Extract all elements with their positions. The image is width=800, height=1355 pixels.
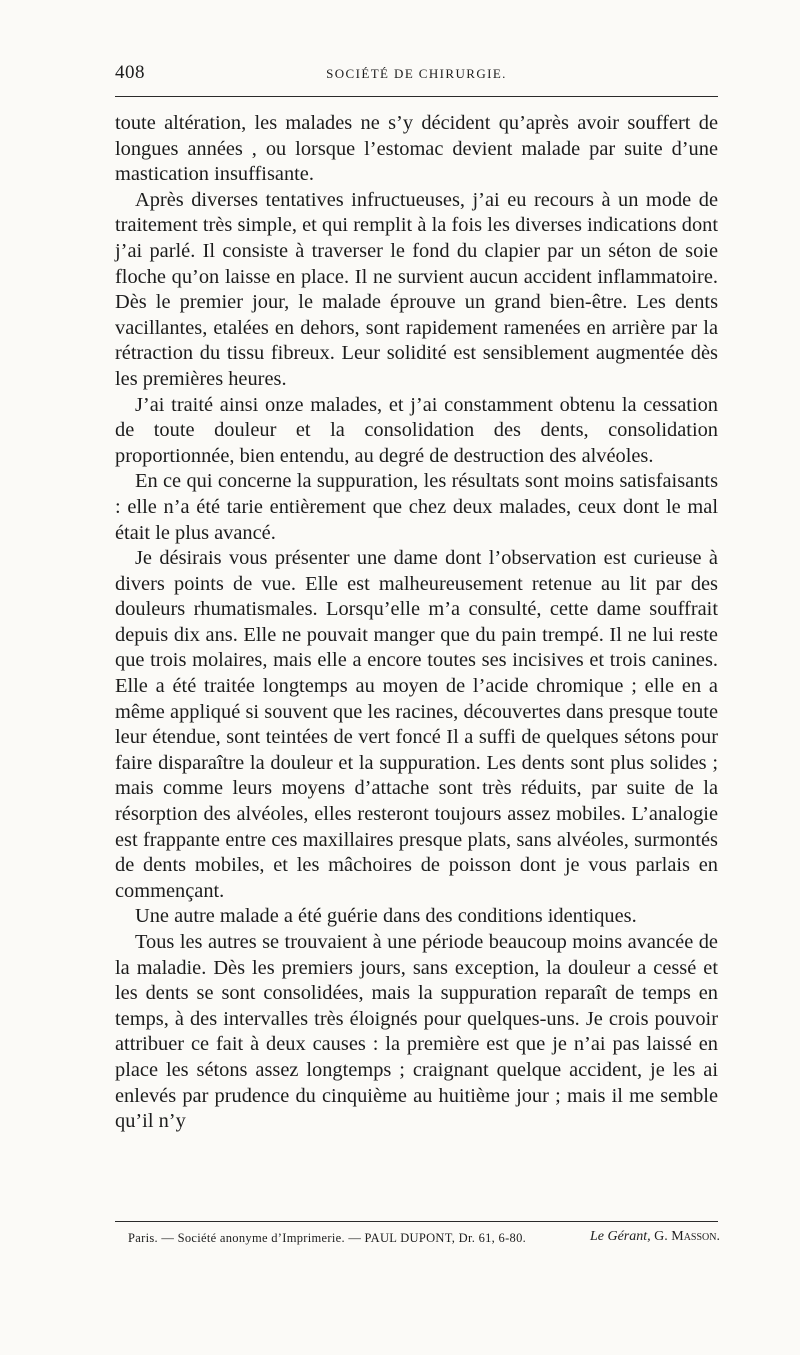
- gerant-label: Le Gérant,: [589, 1229, 651, 1244]
- body-text: [115, 111, 718, 1135]
- page-number: 408: [115, 62, 145, 83]
- page-header: [115, 60, 718, 90]
- paragraph: Une autre malade a été guérie dans des conditions identiques.: [135, 905, 637, 928]
- running-head: SOCIÉTÉ DE CHIRURGIE.: [326, 66, 507, 81]
- printer-imprint: Paris. — Société anonyme d’Imprimerie. — PAUL DUPONT, Dr. 61, 6-80.: [128, 1231, 527, 1245]
- paragraph: En ce qui concerne la suppuration, les résultats sont moins satisfaisants : elle n’a été tarie entièrement que chez deux malades, ceux dont le mal était le plus avancé.: [115, 470, 718, 544]
- header-rule: [115, 96, 718, 97]
- footer-rule: [115, 1221, 718, 1222]
- page-footer: [128, 1229, 720, 1251]
- gerant-name: G. Masson.: [654, 1229, 720, 1244]
- paragraph: J’ai traité ainsi onze malades, et j’ai constamment obtenu la cessation de toute douleur et la consolidation des dents, consolidation proportionnée, bien entendu, au degré de destruction des alvéoles.: [115, 393, 718, 467]
- paragraph: Tous les autres se trouvaient à une période beaucoup moins avancée de la maladie. Dès les premiers jours, sans exception, la douleur a cessé et les dents se sont consolidées, mais la suppuration reparaît de temps en temps, à des intervalles très éloignés pour quelques-uns. Je crois pouvoir attribuer ce fait à deux causes : la première est que je n’ai pas laissé en place les sétons assez longtemps ; craignant quelque accident, je les ai enlevés par prudence du cinquième au huitième jour ; mais il me semble qu’il n’y: [115, 931, 718, 1133]
- paragraph: Après diverses tentatives infructueuses, j’ai eu recours à un mode de traitement très simple, et qui remplit à la fois les diverses indications dont j’ai parlé. Il consiste à traverser le fond du clapier par un séton de soie floche qu’on laisse en place. Il ne survient aucun accident inflammatoire. Dès le premier jour, le malade éprouve un grand bien-être. Les dents vacillantes, etalées en dehors, sont rapidement ramenées en arrière par la rétraction du tissu fibreux. Leur solidité est sensiblement augmentée dès les premières heures.: [115, 188, 718, 390]
- paragraph: Je désirais vous présenter une dame dont l’observation est curieuse à divers points de vue. Elle est malheureusement retenue au lit par des douleurs rhumatismales. Lorsqu’elle m’a consulté, cette dame souffrait depuis dix ans. Elle ne pouvait manger que du pain trempé. Il ne lui reste que trois molaires, mais elle a encore toutes ses incisives et trois canines. Elle a été traitée longtemps au moyen de l’acide chromique ; elle en a même appliqué si souvent que les racines, découvertes dans presque toute leur étendue, sont teintées de vert foncé Il a suffi de quelques sétons pour faire disparaître la douleur et la suppuration. Les dents sont plus solides ; mais comme leurs moyens d’attache sont très réduits, par suite de la résorption des alvéoles, elles resteront toujours assez mobiles. L’analogie est frappante entre ces maxillaires presque plats, sans alvéoles, surmontés de dents mobiles, et les mâchoires de poisson dont je vous parlais en commençant.: [115, 547, 718, 902]
- gerant-signature: [590, 1229, 720, 1245]
- paragraph-continued: toute altération, les malades ne s’y décident qu’après avoir souffert de longues années , ou lorsque l’estomac devient malade par suite d’une mastication insuffisante.: [115, 112, 718, 186]
